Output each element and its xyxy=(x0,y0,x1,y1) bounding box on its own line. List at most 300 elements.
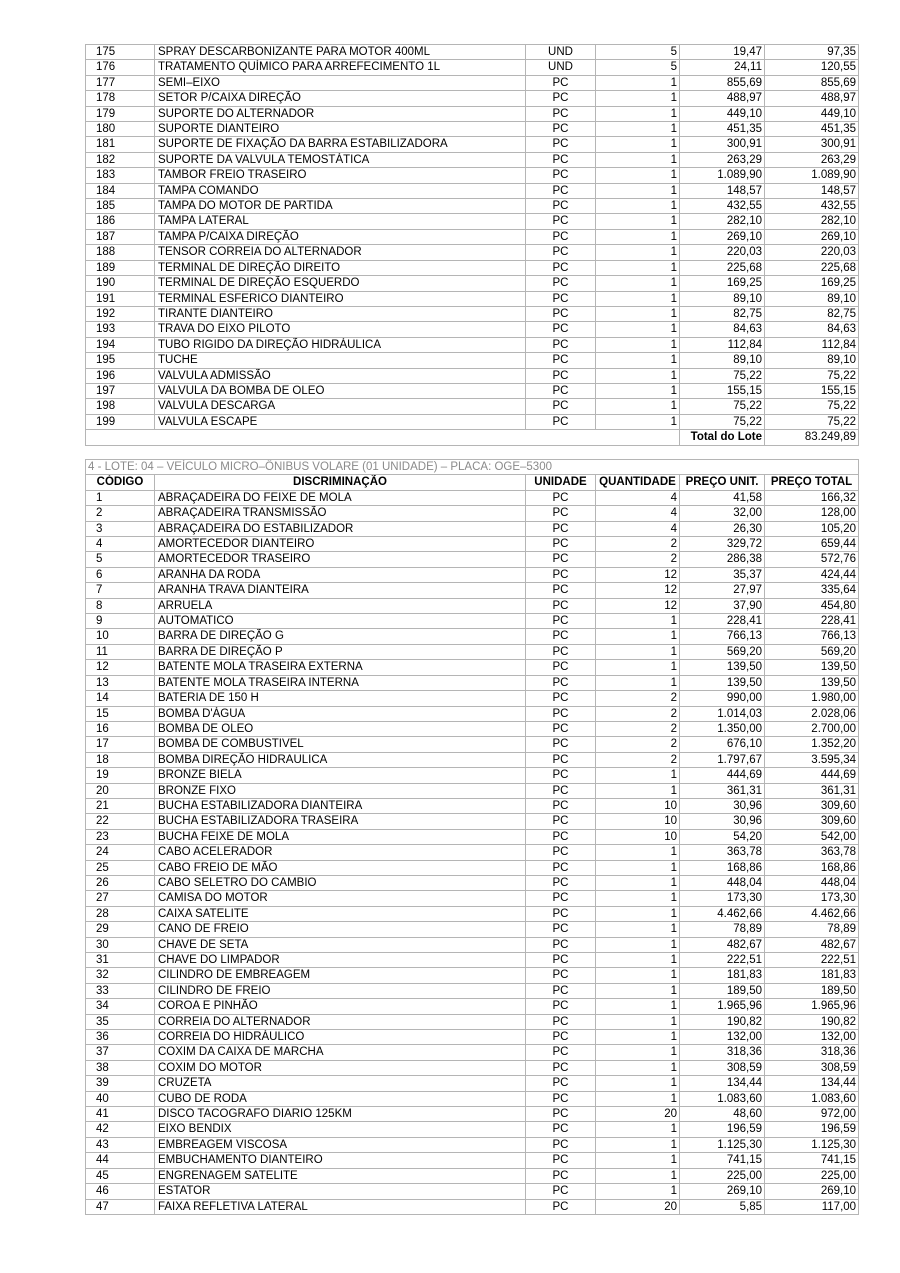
item-total-price: 659,44 xyxy=(765,537,859,552)
item-unit-price: 432,55 xyxy=(680,199,765,214)
lot-total-value: 83.249,89 xyxy=(765,430,859,445)
item-total-price: 482,67 xyxy=(765,937,859,952)
item-total-price: 75,22 xyxy=(765,414,859,429)
item-unit: PC xyxy=(526,845,596,860)
item-description: SUPORTE DIANTEIRO xyxy=(155,122,526,137)
item-description: EMBREAGEM VISCOSA xyxy=(155,1137,526,1152)
item-code: 17 xyxy=(86,737,155,752)
table-row xyxy=(86,183,859,198)
item-code: 196 xyxy=(86,368,155,383)
item-unit: PC xyxy=(526,229,596,244)
item-unit-price: 27,97 xyxy=(680,583,765,598)
item-description: SPRAY DESCARBONIZANTE PARA MOTOR 400ML xyxy=(155,45,526,60)
item-unit: PC xyxy=(526,567,596,582)
table-row xyxy=(86,521,859,536)
item-unit: PC xyxy=(526,1122,596,1137)
item-unit: PC xyxy=(526,537,596,552)
item-unit: PC xyxy=(526,721,596,736)
item-quantity: 1 xyxy=(596,337,680,352)
table-row xyxy=(86,999,859,1014)
item-description: ABRAÇADEIRA DO FEIXE DE MOLA xyxy=(155,490,526,505)
item-code: 199 xyxy=(86,414,155,429)
item-total-price: 451,35 xyxy=(765,122,859,137)
item-unit: PC xyxy=(526,1153,596,1168)
item-description: ARANHA TRAVA DIANTEIRA xyxy=(155,583,526,598)
item-unit: UND xyxy=(526,45,596,60)
item-code: 191 xyxy=(86,291,155,306)
item-code: 184 xyxy=(86,183,155,198)
item-total-price: 225,68 xyxy=(765,260,859,275)
item-description: TERMINAL ESFERICO DIANTEIRO xyxy=(155,291,526,306)
table-row xyxy=(86,721,859,736)
item-unit-price: 282,10 xyxy=(680,214,765,229)
item-code: 42 xyxy=(86,1122,155,1137)
table-row xyxy=(86,875,859,890)
item-total-price: 263,29 xyxy=(765,152,859,167)
item-unit: PC xyxy=(526,953,596,968)
item-quantity: 5 xyxy=(596,45,680,60)
item-total-price: 488,97 xyxy=(765,91,859,106)
table-row xyxy=(86,229,859,244)
item-description: TAMPA DO MOTOR DE PARTIDA xyxy=(155,199,526,214)
item-description: DISCO TACOGRAFO DIARIO 125KM xyxy=(155,1107,526,1122)
table-row xyxy=(86,537,859,552)
table-row xyxy=(86,1014,859,1029)
item-unit: PC xyxy=(526,768,596,783)
item-total-price: 148,57 xyxy=(765,183,859,198)
item-unit: PC xyxy=(526,183,596,198)
item-code: 176 xyxy=(86,60,155,75)
item-total-price: 82,75 xyxy=(765,306,859,321)
table-row xyxy=(86,122,859,137)
item-description: BRONZE BIELA xyxy=(155,768,526,783)
item-total-price: 335,64 xyxy=(765,583,859,598)
item-quantity: 2 xyxy=(596,552,680,567)
table-row xyxy=(86,383,859,398)
item-code: 41 xyxy=(86,1107,155,1122)
item-description: TAMPA P/CAIXA DIREÇÃO xyxy=(155,229,526,244)
item-quantity: 20 xyxy=(596,1107,680,1122)
item-quantity: 1 xyxy=(596,75,680,90)
item-code: 187 xyxy=(86,229,155,244)
item-total-price: 282,10 xyxy=(765,214,859,229)
item-code: 35 xyxy=(86,1014,155,1029)
header-unit: UNIDADE xyxy=(526,475,596,490)
item-unit-price: 24,11 xyxy=(680,60,765,75)
item-unit-price: 741,15 xyxy=(680,1153,765,1168)
item-description: BATERIA DE 150 H xyxy=(155,691,526,706)
item-code: 178 xyxy=(86,91,155,106)
item-unit: PC xyxy=(526,860,596,875)
item-code: 179 xyxy=(86,106,155,121)
item-code: 2 xyxy=(86,506,155,521)
item-quantity: 4 xyxy=(596,521,680,536)
item-unit-price: 269,10 xyxy=(680,229,765,244)
item-unit-price: 75,22 xyxy=(680,399,765,414)
item-total-price: 112,84 xyxy=(765,337,859,352)
item-quantity: 1 xyxy=(596,675,680,690)
item-description: SEMI–EIXO xyxy=(155,75,526,90)
item-code: 23 xyxy=(86,829,155,844)
item-unit: PC xyxy=(526,1137,596,1152)
item-code: 188 xyxy=(86,245,155,260)
item-unit-price: 30,96 xyxy=(680,814,765,829)
table-row xyxy=(86,337,859,352)
item-description: COROA E PINHÃO xyxy=(155,999,526,1014)
item-quantity: 1 xyxy=(596,1153,680,1168)
item-quantity: 10 xyxy=(596,798,680,813)
item-code: 31 xyxy=(86,953,155,968)
item-unit: PC xyxy=(526,490,596,505)
item-total-price: 309,60 xyxy=(765,814,859,829)
item-quantity: 1 xyxy=(596,891,680,906)
item-total-price: 1.125,30 xyxy=(765,1137,859,1152)
item-code: 40 xyxy=(86,1091,155,1106)
item-unit: PC xyxy=(526,122,596,137)
table-row xyxy=(86,737,859,752)
item-unit: PC xyxy=(526,353,596,368)
item-total-price: 196,59 xyxy=(765,1122,859,1137)
item-unit-price: 263,29 xyxy=(680,152,765,167)
item-unit: PC xyxy=(526,937,596,952)
table-row xyxy=(86,368,859,383)
item-code: 22 xyxy=(86,814,155,829)
item-quantity: 1 xyxy=(596,276,680,291)
item-code: 183 xyxy=(86,168,155,183)
item-description: TRATAMENTO QUÍMICO PARA ARREFECIMENTO 1L xyxy=(155,60,526,75)
item-total-price: 1.089,90 xyxy=(765,168,859,183)
item-description: ABRAÇADEIRA TRANSMISSÃO xyxy=(155,506,526,521)
item-unit: PC xyxy=(526,245,596,260)
item-description: VALVULA ADMISSÃO xyxy=(155,368,526,383)
item-description: FAIXA REFLETIVA LATERAL xyxy=(155,1199,526,1214)
item-quantity: 1 xyxy=(596,1030,680,1045)
item-total-price: 3.595,34 xyxy=(765,752,859,767)
item-quantity: 1 xyxy=(596,168,680,183)
item-quantity: 1 xyxy=(596,983,680,998)
item-quantity: 1 xyxy=(596,106,680,121)
table-row xyxy=(86,953,859,968)
table-row xyxy=(86,245,859,260)
item-description: BRONZE FIXO xyxy=(155,783,526,798)
item-quantity: 4 xyxy=(596,506,680,521)
item-code: 8 xyxy=(86,598,155,613)
item-code: 194 xyxy=(86,337,155,352)
item-total-price: 1.980,00 xyxy=(765,691,859,706)
item-quantity: 1 xyxy=(596,875,680,890)
table-row xyxy=(86,168,859,183)
table-row xyxy=(86,922,859,937)
item-description: BARRA DE DIREÇÃO G xyxy=(155,629,526,644)
item-quantity: 1 xyxy=(596,245,680,260)
item-unit: PC xyxy=(526,199,596,214)
item-code: 192 xyxy=(86,306,155,321)
item-unit: PC xyxy=(526,506,596,521)
item-description: ARANHA DA RODA xyxy=(155,567,526,582)
item-total-price: 89,10 xyxy=(765,353,859,368)
item-total-price: 189,50 xyxy=(765,983,859,998)
item-unit: PC xyxy=(526,583,596,598)
item-unit: PC xyxy=(526,1030,596,1045)
table-row xyxy=(86,399,859,414)
item-total-price: 1.965,96 xyxy=(765,999,859,1014)
item-description: CHAVE DO LIMPADOR xyxy=(155,953,526,968)
item-description: COXIM DA CAIXA DE MARCHA xyxy=(155,1045,526,1060)
item-unit-price: 168,86 xyxy=(680,860,765,875)
item-description: BOMBA DE OLEO xyxy=(155,721,526,736)
table-row xyxy=(86,1030,859,1045)
item-unit-price: 308,59 xyxy=(680,1060,765,1075)
item-description: CUBO DE RODA xyxy=(155,1091,526,1106)
item-code: 11 xyxy=(86,644,155,659)
item-description: CRUZETA xyxy=(155,1076,526,1091)
item-quantity: 1 xyxy=(596,937,680,952)
item-code: 193 xyxy=(86,322,155,337)
item-unit-price: 148,57 xyxy=(680,183,765,198)
item-description: TERMINAL DE DIREÇÃO ESQUERDO xyxy=(155,276,526,291)
item-description: BUCHA ESTABILIZADORA DIANTEIRA xyxy=(155,798,526,813)
item-unit: PC xyxy=(526,368,596,383)
item-unit: PC xyxy=(526,1184,596,1199)
item-code: 5 xyxy=(86,552,155,567)
item-total-price: 78,89 xyxy=(765,922,859,937)
table-row xyxy=(86,1107,859,1122)
item-description: VALVULA DA BOMBA DE OLEO xyxy=(155,383,526,398)
table-row xyxy=(86,1091,859,1106)
item-quantity: 1 xyxy=(596,260,680,275)
item-unit-price: 228,41 xyxy=(680,614,765,629)
item-total-price: 424,44 xyxy=(765,567,859,582)
table-row xyxy=(86,552,859,567)
item-unit-price: 855,69 xyxy=(680,75,765,90)
item-unit-price: 448,04 xyxy=(680,875,765,890)
item-unit: PC xyxy=(526,521,596,536)
item-description: TERMINAL DE DIREÇÃO DIREITO xyxy=(155,260,526,275)
item-quantity: 1 xyxy=(596,1184,680,1199)
table-row xyxy=(86,1184,859,1199)
item-quantity: 1 xyxy=(596,629,680,644)
item-unit: PC xyxy=(526,875,596,890)
item-unit: PC xyxy=(526,783,596,798)
item-quantity: 2 xyxy=(596,752,680,767)
item-quantity: 1 xyxy=(596,322,680,337)
item-quantity: 1 xyxy=(596,137,680,152)
item-unit-price: 488,97 xyxy=(680,91,765,106)
item-description: SUPORTE DA VALVULA TEMOSTÁTICA xyxy=(155,152,526,167)
item-quantity: 1 xyxy=(596,1014,680,1029)
item-description: EMBUCHAMENTO DIANTEIRO xyxy=(155,1153,526,1168)
item-description: SUPORTE DE FIXAÇÃO DA BARRA ESTABILIZADORA xyxy=(155,137,526,152)
item-total-price: 741,15 xyxy=(765,1153,859,1168)
item-total-price: 572,76 xyxy=(765,552,859,567)
table-row xyxy=(86,322,859,337)
item-description: CAIXA SATELITE xyxy=(155,906,526,921)
item-description: AMORTECEDOR DIANTEIRO xyxy=(155,537,526,552)
item-quantity: 1 xyxy=(596,383,680,398)
item-quantity: 1 xyxy=(596,1168,680,1183)
item-description: TENSOR CORREIA DO ALTERNADOR xyxy=(155,245,526,260)
item-code: 190 xyxy=(86,276,155,291)
item-unit: PC xyxy=(526,1045,596,1060)
table-row xyxy=(86,629,859,644)
item-quantity: 1 xyxy=(596,183,680,198)
item-code: 44 xyxy=(86,1153,155,1168)
header-description: DISCRIMINAÇÃO xyxy=(155,475,526,490)
item-total-price: 75,22 xyxy=(765,368,859,383)
item-unit-price: 89,10 xyxy=(680,291,765,306)
item-code: 46 xyxy=(86,1184,155,1199)
item-unit-price: 361,31 xyxy=(680,783,765,798)
item-code: 7 xyxy=(86,583,155,598)
item-code: 38 xyxy=(86,1060,155,1075)
lot-total-label: Total do Lote xyxy=(680,430,765,445)
item-code: 16 xyxy=(86,721,155,736)
item-unit-price: 84,63 xyxy=(680,322,765,337)
item-code: 182 xyxy=(86,152,155,167)
item-unit-price: 4.462,66 xyxy=(680,906,765,921)
item-code: 24 xyxy=(86,845,155,860)
item-unit: PC xyxy=(526,598,596,613)
item-code: 33 xyxy=(86,983,155,998)
item-quantity: 5 xyxy=(596,60,680,75)
item-unit: PC xyxy=(526,168,596,183)
item-code: 39 xyxy=(86,1076,155,1091)
item-quantity: 4 xyxy=(596,490,680,505)
item-unit: PC xyxy=(526,276,596,291)
item-unit: PC xyxy=(526,291,596,306)
item-code: 177 xyxy=(86,75,155,90)
item-code: 43 xyxy=(86,1137,155,1152)
item-unit-price: 41,58 xyxy=(680,490,765,505)
item-total-price: 132,00 xyxy=(765,1030,859,1045)
item-code: 6 xyxy=(86,567,155,582)
table-row xyxy=(86,106,859,121)
item-quantity: 1 xyxy=(596,783,680,798)
item-unit-price: 300,91 xyxy=(680,137,765,152)
item-unit: PC xyxy=(526,1060,596,1075)
item-description: TRAVA DO EIXO PILOTO xyxy=(155,322,526,337)
item-total-price: 542,00 xyxy=(765,829,859,844)
item-description: AMORTECEDOR TRASEIRO xyxy=(155,552,526,567)
item-quantity: 1 xyxy=(596,291,680,306)
item-quantity: 1 xyxy=(596,968,680,983)
table-row xyxy=(86,306,859,321)
item-code: 30 xyxy=(86,937,155,952)
table-row xyxy=(86,276,859,291)
item-total-price: 269,10 xyxy=(765,229,859,244)
item-unit-price: 173,30 xyxy=(680,891,765,906)
item-unit-price: 75,22 xyxy=(680,414,765,429)
item-unit: PC xyxy=(526,1091,596,1106)
item-description: CORREIA DO ALTERNADOR xyxy=(155,1014,526,1029)
item-code: 26 xyxy=(86,875,155,890)
item-unit-price: 990,00 xyxy=(680,691,765,706)
item-code: 47 xyxy=(86,1199,155,1214)
item-total-price: 432,55 xyxy=(765,199,859,214)
item-quantity: 1 xyxy=(596,860,680,875)
item-unit-price: 78,89 xyxy=(680,922,765,937)
item-total-price: 363,78 xyxy=(765,845,859,860)
item-unit-price: 75,22 xyxy=(680,368,765,383)
item-total-price: 300,91 xyxy=(765,137,859,152)
item-unit-price: 444,69 xyxy=(680,768,765,783)
item-code: 14 xyxy=(86,691,155,706)
table-row xyxy=(86,675,859,690)
table-row xyxy=(86,583,859,598)
item-quantity: 12 xyxy=(596,598,680,613)
table-row xyxy=(86,860,859,875)
item-code: 12 xyxy=(86,660,155,675)
lot-4-items-body xyxy=(86,490,859,1214)
item-code: 3 xyxy=(86,521,155,536)
item-quantity: 10 xyxy=(596,814,680,829)
item-total-price: 449,10 xyxy=(765,106,859,121)
item-description: CORREIA DO HIDRÁULICO xyxy=(155,1030,526,1045)
table-row xyxy=(86,829,859,844)
lot-total-spacer xyxy=(86,430,680,445)
item-code: 13 xyxy=(86,675,155,690)
item-total-price: 309,60 xyxy=(765,798,859,813)
item-quantity: 1 xyxy=(596,399,680,414)
table-row xyxy=(86,983,859,998)
item-unit-price: 1.965,96 xyxy=(680,999,765,1014)
table-row xyxy=(86,614,859,629)
item-code: 37 xyxy=(86,1045,155,1060)
item-total-price: 139,50 xyxy=(765,675,859,690)
item-code: 29 xyxy=(86,922,155,937)
item-unit-price: 1.014,03 xyxy=(680,706,765,721)
item-quantity: 1 xyxy=(596,199,680,214)
item-description: AUTOMATICO xyxy=(155,614,526,629)
item-unit: PC xyxy=(526,675,596,690)
item-unit: PC xyxy=(526,983,596,998)
item-description: SUPORTE DO ALTERNADOR xyxy=(155,106,526,121)
item-total-price: 128,00 xyxy=(765,506,859,521)
item-description: BATENTE MOLA TRASEIRA EXTERNA xyxy=(155,660,526,675)
table-row xyxy=(86,598,859,613)
item-unit: PC xyxy=(526,383,596,398)
item-quantity: 1 xyxy=(596,122,680,137)
item-code: 20 xyxy=(86,783,155,798)
table-row xyxy=(86,845,859,860)
item-code: 34 xyxy=(86,999,155,1014)
table-row xyxy=(86,1199,859,1214)
item-unit-price: 482,67 xyxy=(680,937,765,952)
item-quantity: 1 xyxy=(596,152,680,167)
item-unit: PC xyxy=(526,644,596,659)
table-row xyxy=(86,891,859,906)
table-row xyxy=(86,45,859,60)
item-unit-price: 363,78 xyxy=(680,845,765,860)
item-unit: PC xyxy=(526,752,596,767)
item-total-price: 569,20 xyxy=(765,644,859,659)
item-total-price: 228,41 xyxy=(765,614,859,629)
item-description: COXIM DO MOTOR xyxy=(155,1060,526,1075)
item-quantity: 1 xyxy=(596,922,680,937)
item-total-price: 173,30 xyxy=(765,891,859,906)
item-total-price: 2.028,06 xyxy=(765,706,859,721)
item-unit: PC xyxy=(526,629,596,644)
item-unit: PC xyxy=(526,660,596,675)
table-row xyxy=(86,291,859,306)
lot-title: 4 - LOTE: 04 – VEÍCULO MICRO–ÔNIBUS VOLARE (01 UNIDADE) – PLACA: OGE–5300 xyxy=(86,460,859,475)
item-unit-price: 134,44 xyxy=(680,1076,765,1091)
table-row xyxy=(86,91,859,106)
item-unit: PC xyxy=(526,260,596,275)
item-quantity: 2 xyxy=(596,706,680,721)
item-description: CABO ACELERADOR xyxy=(155,845,526,860)
item-total-price: 190,82 xyxy=(765,1014,859,1029)
